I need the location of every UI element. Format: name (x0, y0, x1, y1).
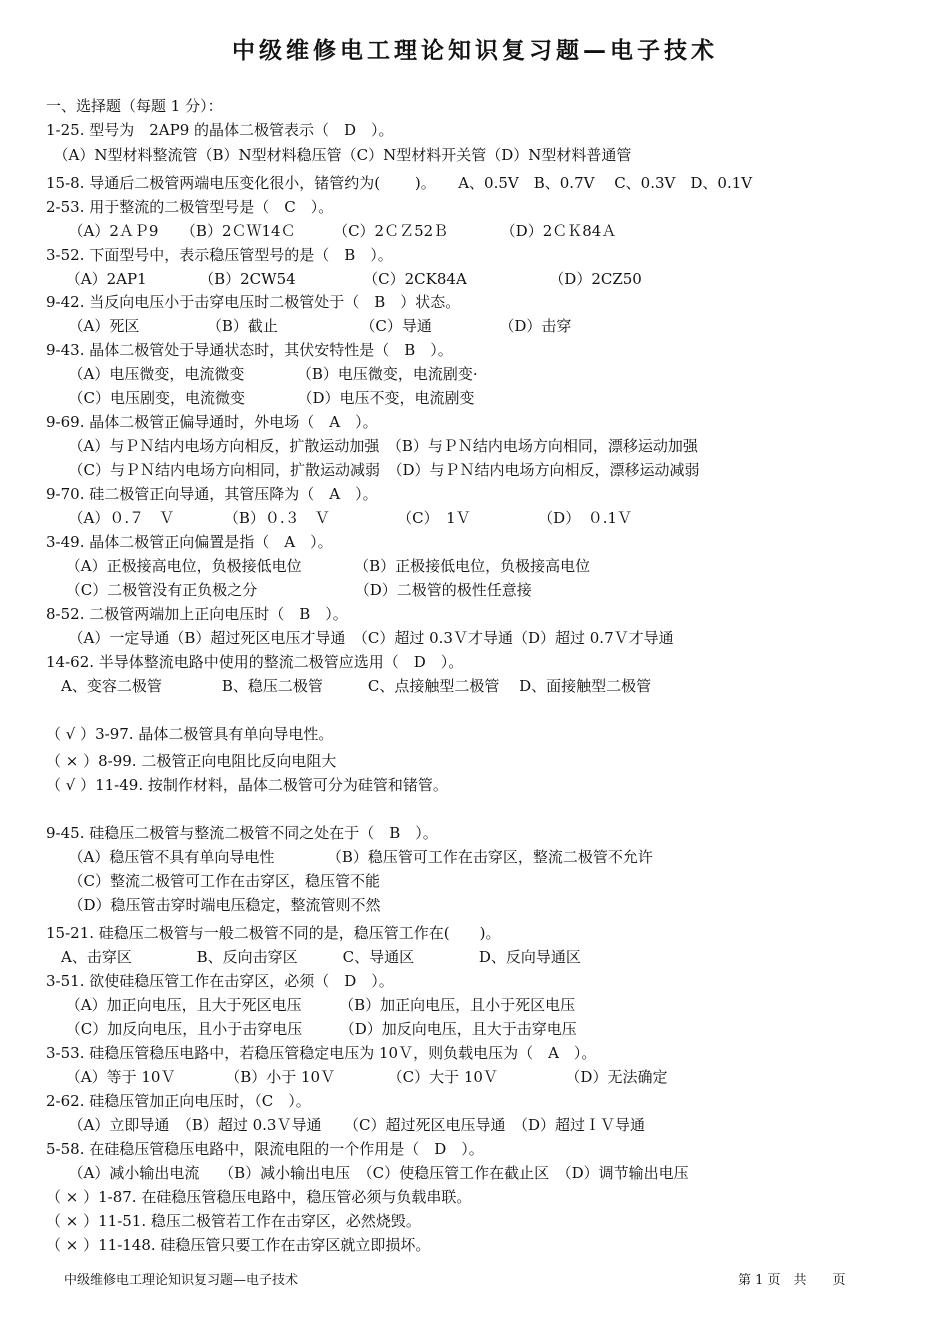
question-3-52: 3-52. 下面型号中，表示稳压管型号的是（ B ）。 (46, 246, 393, 264)
question-3-51: 3-51. 欲使硅稳压管工作在击穿区，必须（ D ）。 (46, 972, 394, 990)
question-5-58: 5-58. 在硅稳压管稳压电路中，限流电阻的一个作用是（ D ）。 (46, 1140, 484, 1158)
options-2-62: （A）立即导通 （B）超过 0.3Ｖ导通 （C）超过死区电压导通 （D）超过ＩＶ导通 (46, 1116, 645, 1134)
question-8-52: 8-52. 二极管两端加上正向电压时（ B ）。 (46, 605, 348, 623)
question-3-53: 3-53. 硅稳压管稳压电路中，若稳压管稳定电压为 10Ｖ，则负载电压为（ A ）。 (46, 1044, 597, 1062)
question-3-49: 3-49. 晶体二极管正向偏置是指（ A ）。 (46, 533, 333, 551)
question-2-62: 2-62. 硅稳压管加正向电压时，（C ）。 (46, 1092, 311, 1110)
question-15-8: 15-8. 导通后二极管两端电压变化很小，锗管约为( )。 A、0.5V B、0.7V C、0.3V D、0.1V (46, 174, 753, 192)
question-14-62: 14-62. 半导体整流电路中使用的整流二极管应选用（ D ）。 (46, 653, 464, 671)
question-9-43: 9-43. 晶体二极管处于导通状态时，其伏安特性是（ B ）。 (46, 341, 453, 359)
question-1-25: 1-25. 型号为 2AP9 的晶体二极管表示（ D ）。 (46, 121, 394, 139)
options-9-42: （A）死区 （B）截止 （C）导通 （D）击穿 (46, 317, 572, 335)
judgement-11-51: （ × ）11-51. 稳压二极管若工作在击穿区，必然烧毁。 (46, 1212, 421, 1230)
section-heading: 一、选择题（每题 1 分）： (46, 97, 223, 115)
options-9-69-ab: （A）与ＰＮ结内电场方向相反，扩散运动加强 （B）与ＰＮ结内电场方向相同，漂移运动加强 (46, 437, 698, 455)
judgement-3-97: （ √ ）3-97. 晶体二极管具有单向导电性。 (46, 725, 334, 743)
options-3-49-ab: （A）正极接高电位，负极接低电位 （B）正极接低电位，负极接高电位 (46, 557, 591, 575)
options-9-45-d: （D）稳压管击穿时端电压稳定，整流管则不然 (46, 896, 381, 914)
options-9-43-ab: （A）电压微变，电流微变 （B）电压微变，电流剧变· (46, 365, 478, 383)
footer-title: 中级维修电工理论知识复习题—电子技术 (64, 1273, 299, 1288)
options-9-43-cd: （C）电压剧变，电流微变 （D）电压不变，电流剧变 (46, 389, 475, 407)
options-9-45-c: （C）整流二极管可工作在击穿区，稳压管不能 (46, 872, 380, 890)
options-1-25: （A）N型材料整流管（B）N型材料稳压管（C）N型材料开关管（D）N型材料普通管 (46, 146, 632, 164)
judgement-11-148: （ × ）11-148. 硅稳压管只要工作在击穿区就立即损坏。 (46, 1236, 431, 1254)
options-5-58: （A）减小输出电流 （B）减小输出电压 （C）使稳压管工作在截止区 （D）调节输出电压 (46, 1164, 689, 1182)
footer-page-number: 第 1 页 共 页 (738, 1273, 846, 1288)
judgement-8-99: （ × ）8-99. 二极管正向电阻比反向电阻大 (46, 752, 337, 770)
question-9-45: 9-45. 硅稳压二极管与整流二极管不同之处在于（ B ）。 (46, 824, 438, 842)
options-9-45-ab: （A）稳压管不具有单向导电性 （B）稳压管可工作在击穿区，整流二极管不允许 (46, 848, 653, 866)
options-2-53: （A）2ＡＰ9 （B）2ＣＷ14Ｃ （C）2ＣＺ52Ｂ （D）2ＣＫ84Ａ (46, 222, 617, 240)
options-9-70: （A）０.７ Ｖ （B）０.３ Ｖ （C） 1Ｖ （D） ０.1Ｖ (46, 509, 633, 527)
options-3-51-cd: （C）加反向电压，且小于击穿电压 （D）加反向电压，且大于击穿电压 (46, 1020, 577, 1038)
options-3-49-cd: （C）二极管没有正负极之分 （D）二极管的极性任意接 (46, 581, 532, 599)
options-9-69-cd: （C）与ＰＮ结内电场方向相同，扩散运动减弱 （D）与ＰＮ结内电场方向相反，漂移运动减弱 (46, 461, 700, 479)
question-9-70: 9-70. 硅二极管正向导通，其管压降为（ A ）。 (46, 485, 378, 503)
options-3-51-ab: （A）加正向电压，且大于死区电压 （B）加正向电压，且小于死区电压 (46, 996, 576, 1014)
question-15-21: 15-21. 硅稳压二极管与一般二极管不同的是，稳压管工作在( )。 (46, 924, 501, 942)
judgement-11-49: （ √ ）11-49. 按制作材料，晶体二极管可分为硅管和锗管。 (46, 776, 448, 794)
question-9-69: 9-69. 晶体二极管正偏导通时，外电场（ A ）。 (46, 413, 378, 431)
options-8-52: （A）一定导通（B）超过死区电压才导通 （C）超过 0.3Ｖ才导通（D）超过 0.7Ｖ才导通 (46, 629, 674, 647)
page-title: 中级维修电工理论知识复习题—电子技术 (232, 38, 718, 64)
options-15-21: A、击穿区 B、反向击穿区 C、导通区 D、反向导通区 (46, 948, 581, 966)
options-3-52: （A）2AP1 （B）2CW54 （C）2CK84A （D）2CZ50 (46, 270, 642, 288)
options-3-53: （A）等于 10Ｖ （B）小于 10Ｖ （C）大于 10Ｖ （D）无法确定 (46, 1068, 668, 1086)
question-9-42: 9-42. 当反向电压小于击穿电压时二极管处于（ B ）状态。 (46, 293, 461, 311)
judgement-1-87: （ × ）1-87. 在硅稳压管稳压电路中，稳压管必须与负载串联。 (46, 1188, 472, 1206)
question-2-53: 2-53. 用于整流的二极管型号是（ C ）。 (46, 198, 334, 216)
options-14-62: A、变容二极管 B、稳压二极管 C、点接触型二极管 D、面接触型二极管 (46, 677, 652, 695)
